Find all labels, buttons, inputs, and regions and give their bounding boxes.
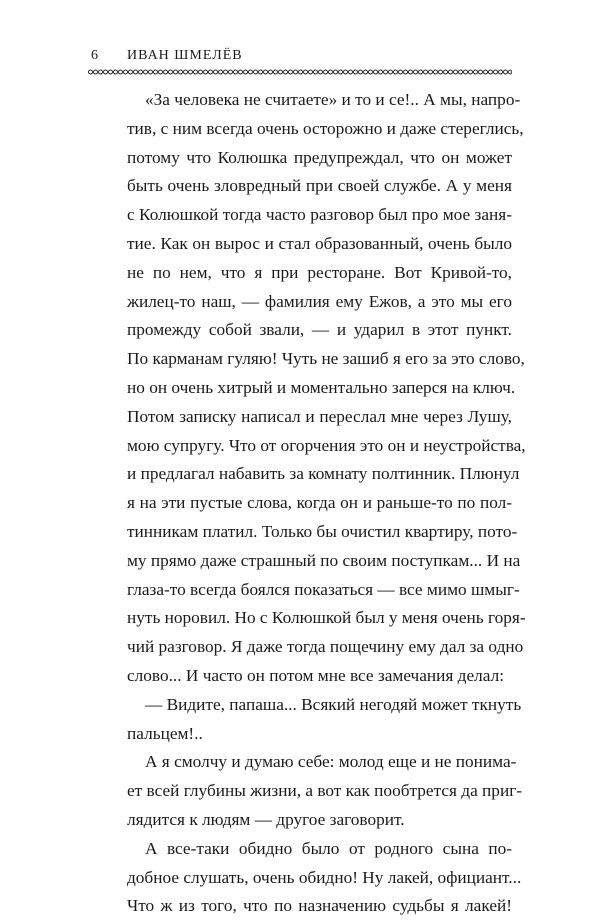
text-line: мою супругу. Что от огорчения это он и неустройства, (127, 435, 526, 455)
text-line: А все-таки обидно было от родного сына по- (145, 838, 512, 858)
page-number: 6 (91, 48, 99, 63)
text-line: тинникам платил. Только бы очистил квартиру, пото- (127, 521, 518, 541)
body-text (127, 86, 526, 921)
text-line: «За человека не считаете» и то и се!.. А мы, напро- (145, 90, 521, 109)
text-line: но он очень хитрый и моментально заперся на ключ. (127, 377, 516, 397)
text-line: му прямо даже страшный по своим поступкам... И на (127, 550, 521, 570)
text-line: потому что Колюшка предупреждал, что он может (127, 147, 512, 167)
text-line: — Видите, папаша... Всякий негодяй может ткнуть (145, 694, 522, 714)
text-line: не по нем, что я при ресторане. Вот Кривой-то, (127, 262, 512, 282)
text-line: А я смолчу и думаю себе: молод еще и не понима- (145, 752, 517, 772)
text-line: Потом записку написал и переслал мне через Лушу, (127, 406, 512, 426)
page-header (0, 40, 600, 66)
running-title: ИВАН ШМЕЛЁВ (127, 48, 243, 63)
text-line: ет всей глубины жизни, а вот как пообтрется да приг- (127, 781, 523, 801)
text-line: добное слушать, очень обидно! Ну лакей, официант... (127, 867, 522, 887)
text-line: я на эти пустые слова, когда он и раньше-то по пол- (127, 493, 512, 513)
text-line: слово... И часто он потом мне все замечания делал: (127, 665, 505, 685)
text-line: быть очень зловредный при своей службе. А у меня (127, 176, 512, 196)
text-line: с Колюшкой тогда часто разговор был про мое заня- (127, 205, 512, 225)
text-line: лядится к людям — другое заговорит. (127, 809, 405, 829)
text-line: пальцем!.. (127, 723, 203, 743)
text-line: Что ж из того, что по назначению судьбы я лакей! (127, 896, 512, 916)
text-line: чий разговор. Я даже тогда пощечину ему дал за одно (127, 637, 524, 657)
text-line: По карманам гуляю! Чуть не зашиб я его за это слово, (127, 349, 525, 369)
text-line: тив, с ним всегда очень осторожно и даже стереглись, (127, 118, 524, 138)
text-line: жилец-то наш, — фамилия ему Ежов, а это мы его (127, 291, 512, 311)
text-line: глаза-то всегда боялся показаться — все мимо шмыг- (127, 579, 520, 599)
text-line: тие. Как он вырос и стал образованный, очень было (127, 233, 512, 253)
text-line: нуть норовил. Но с Колюшкой был у меня очень горя- (127, 608, 526, 628)
decorative-rule-icon (88, 68, 512, 76)
text-line: и предлагал набавить за комнату полтинник. Плюнул (127, 464, 520, 484)
text-line: промежду собой звали, — и ударил в этот пункт. (127, 320, 512, 340)
